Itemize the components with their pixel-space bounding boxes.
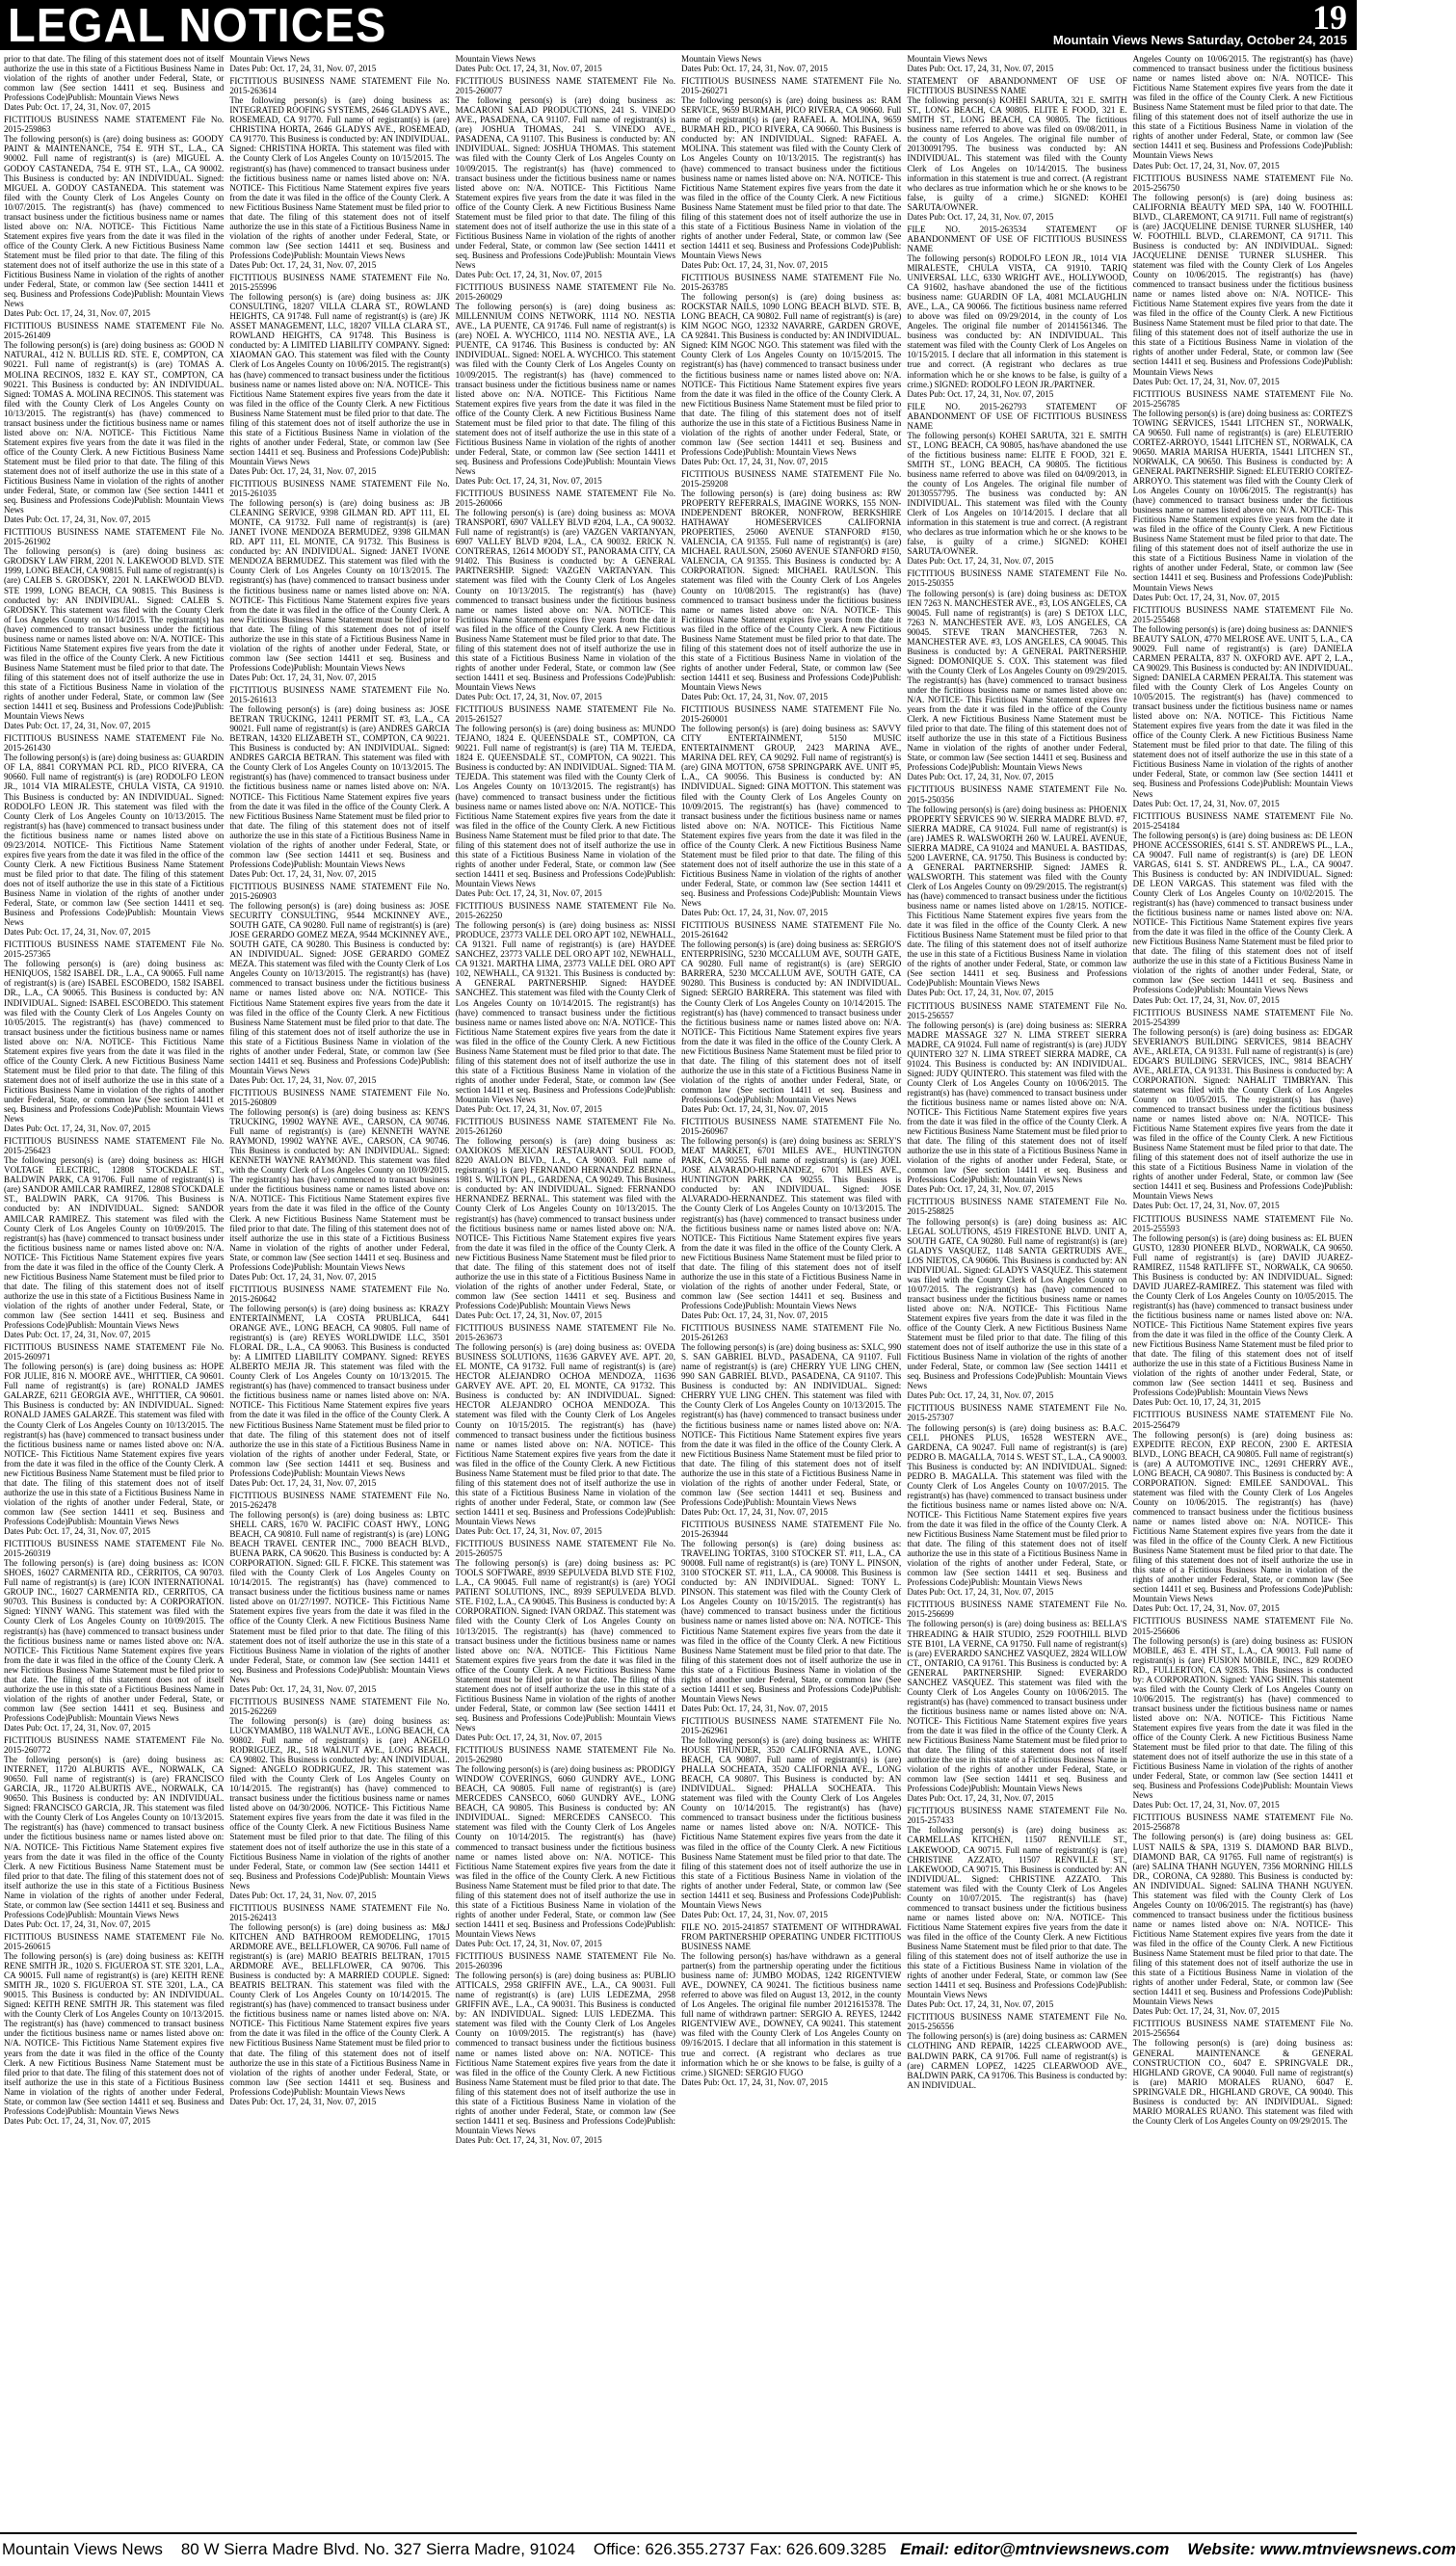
notice-body: The following person(s) is (are) doing business as: NISSI PRODUCE, 23773 VALLE DEL ORO APT 102, NEWHALL, CA 91321. Full name of registrant(s) is (are) HAYDEE SANCHEZ, 23773 VALLE DEL ORO APT 102, NEWHALL, CA 91321. MARTHA LIMA, 23773 VALLE DEL ORO APT 102, NEWHALL, CA 91321. This Business is conducted by: A GENERAL PARTNERSHIP. Signed: HAYDEE SANCHEZ. This statement was filed with the County Clerk of Los Angeles County on 10/14/2015. The registrant(s) has (have) commenced to transact business under the fictitious business name or names listed above on: N/A. NOTICE- This Fictitious Name Statement expires five years from the date it was filed in the office of the County Clerk. A new Fictitious Business Name Statement must be filed prior to that date. The filing of this statement does not of itself authorize the use in this state of a Fictitious Business Name in violation of the rights of another under Federal, State, or common law (See section 14411 et seq. Business and Professions Code)Publish: Mountain Views News [455,920,675,1104]
legal-notice [1133,605,1353,808]
notice-body: The following person(s) is (are) doing business as: SXLC, 990 S. SAN GABRIEL BLVD., PASADENA, CA 91107. Full name of registrant(s) is (are) CHERRY YUE LING CHEN, 990 SAN GABRIEL BLVD., PASADENA, CA 91107. This Business is conducted by: AN INDIVIDUAL. Signed: CHERRY YUE LING CHEN. This statement was filed with the County Clerk of Los Angeles County on 10/13/2015. The registrant(s) has (have) commenced to transact business under the fictitious business name or names listed above on: N/A. NOTICE- This Fictitious Name Statement expires five years from the date it was filed in the office of the County Clerk. A new Fictitious Business Name Statement must be filed prior to that date. The filing of this statement does not of itself authorize the use in this state of a Fictitious Business Name in violation of the rights of another under Federal, State, or common law (See section 14411 et seq. Business and Professions Code)Publish: Mountain Views News [680,1342,902,1507]
notice-publication-dates: Dates Pub: Oct. 17, 24, 31, Nov. 07, 2015 [455,1939,602,1948]
notice-body: The following person(s) is (are) doing business as: FUSION MOBILE, 463 E. 4TH ST., L.A., CA 90013. Full name of registrant(s) is (are) FUSION MOBILE, INC., 829 RODEO RD., FULLERTON, CA 92835. This Business is conducted by: A CORPORATION. Signed: YANG SHIN. This statement was filed with the County Clerk of Los Angeles County on 10/06/2015. The registrant(s) has (have) commenced to transact business under the fictitious business name or names listed above on: N/A. NOTICE- This Fictitious Name Statement expires five years from the date it was filed in the office of the County Clerk. A new Fictitious Business Name Statement must be filed prior to that date. The filing of this statement does not of itself authorize the use in this state of a Fictitious Business Name in violation of the rights of another under Federal, State, or common law (See section 14411 et seq. Business and Professions Code)Publish: Mountain Views News [1132,1635,1353,1801]
legal-notice [229,479,449,682]
notice-heading: FICTITIOUS BUSINESS NAME STATEMENT File No. 2015-260971 [4,1342,225,1362]
notice-heading: FICTITIOUS BUSINESS NAME STATEMENT File No. 2015-261430 [4,733,225,754]
legal-notice [1133,1410,1353,1613]
notice-publication-dates: Dates Pub: Oct. 17, 24, 31, Nov. 07, 2015 [455,887,602,898]
notice-heading: FICTITIOUS BUSINESS NAME STATEMENT File No. 2015-254184 [1132,810,1353,831]
notice-body: The following person(s) is (are) doing business as: RW PROPERTY REFERRALS, IMAGINE WORKS, 155 NON-INDEPENDENT BROKER, NONFROW, BERKSHIRE HATHAWAY HOMESERVICES CALIFORNIA PROPERTIES, 25060 AVENUE STANFORD #150, VALENCIA, CA 91355. Full name of registrant(s) is (are) MICHAEL RAULSON, 25060 AVENUE STANFORD #150, VALENCIA, CA 91355. This Business is conducted by: A CORPORATION. Signed: MICHAEL RAULSON. This statement was filed with the County Clerk of Los Angeles County on 10/08/2015. The registrant(s) has (have) commenced to transact business under the fictitious business name or names listed above on: N/A. NOTICE- This Fictitious Name Statement expires five years from the date it was filed in the office of the County Clerk. A new Fictitious Business Name Statement must be filed prior to that date. The filing of this statement does not of itself authorize the use in this state of a Fictitious Business Name in violation of the rights of another under Federal, State, or common law (See section 14411 et seq. Business and Professions Code)Publish: Mountain Views News [680,489,902,692]
notice-body: The following person(s) is (are) doing business as: RAM SERVICE, 9659 BURMAH, PICO RIVERA, CA 90660. Full name of registrant(s) is (are) RAFAEL A. MOLINA, 9659 BURMAH RD., PICO RIVERA, CA 90660. This Business is conducted by: AN INDIVIDUAL. Signed: RAFAEL A. MOLINA. This statement was filed with the County Clerk of Los Angeles County on 10/13/2015. The registrant(s) has (have) commenced to transact business under the fictitious business name or names listed above on: N/A. NOTICE- This Fictitious Name Statement expires five years from the date it was filed in the office of the County Clerk. A new Fictitious Business Name Statement must be filed prior to that date. The filing of this statement does not of itself authorize the use in this state of a Fictitious Business Name in violation of the rights of another under Federal, State, or common law (See section 14411 et seq. Business and Professions Code)Publish: Mountain Views News [680,95,902,260]
notice-heading: FICTITIOUS BUSINESS NAME STATEMENT File No. 2015-262413 [229,1902,450,1922]
legal-notice [681,469,901,701]
notice-heading: FICTITIOUS BUSINESS NAME STATEMENT File No. 2015-261260 [455,1117,675,1137]
notice-publication-dates: Dates Pub: Oct. 17, 24, 31, Nov. 07, 2015 [907,1793,1054,1804]
notice-publication-dates: Dates Pub: Oct. 17, 24, 31, Nov. 07, 2015 [680,456,828,466]
notice-publication-dates: Dates Pub: Oct. 17, 24, 31, Nov. 07, 2015 [4,515,150,525]
notice-body: The following person(s) is (are) doing business as: PC TOOLS SOFTWARE, 8939 SEPULVEDA BLVD STE F102, L.A., CA 90045. Full name of registrant(s) is (are) YOGI PATIENT SOLUTIONS, INC., 8939 SEPULVEDA BLVD. STE. F102, L.A., CA 90045. This Business is conducted by: A CORPORATION. Signed: IVAN ORDAZ. This statement was filed with the County Clerk of Los Angeles County on 10/13/2015. The registrant(s) has (have) commenced to transact business under the fictitious business name or names listed above on: N/A. NOTICE- This Fictitious Name Statement expires five years from the date it was filed in the office of the County Clerk. A new Fictitious Business Name Statement must be filed prior to that date. The filing of this statement does not of itself authorize the use in this state of a Fictitious Business Name in violation of the rights of another under Federal, State, or common law (See section 14411 et seq. Business and Professions Code)Publish: Mountain Views News [455,1558,675,1733]
legal-notice [4,1932,224,2126]
notice-heading: FICTITIOUS BUSINESS NAME STATEMENT File No. 2015-261613 [229,685,450,705]
notice-body: The following person(s) is (are) doing business as: HOPE FOR JULIE, 816 N. MOORE AVE., WHITTIER, CA 90601. Full name of registrant(s) is (are) RONALD JAMES GALARZE, 6211 GEORGIA AVE., WHITTIER, CA 90601. This Business is conducted by: AN INDIVIDUAL. Signed: RONALD JAMES GALARZE. This statement was filed with the County Clerk of Los Angeles County on 10/13/2015. The registrant(s) has (have) commenced to transact business under the fictitious business name or names listed above on: N/A. NOTICE- This Fictitious Name Statement expires five years from the date it was filed in the office of the County Clerk. A new Fictitious Business Name Statement must be filed prior to that date. The filing of this statement does not of itself authorize the use in this state of a Fictitious Business Name in violation of the rights of another under Federal, State, or common law (See section 14411 et seq. Business and Professions Code)Publish: Mountain Views News [4,1362,225,1526]
notice-heading: FICTITIOUS BUSINESS NAME STATEMENT File No. 2015-255468 [1132,604,1353,624]
notice-body: The following person(s) is (are) doing business as: KEITH RENE SMITH JR., 1020 S. FIGUEROA ST. STE 3201, L.A., CA 90015. Full name of registrant(s) is (are) KEITH RENE SMITH JR., 1020 S. FIGUEROA ST. STE 3201, L.A., CA 90015. This Business is conducted by: AN INDIVIDUAL. Signed: KEITH RENE SMITH JR. This statement was filed with the County Clerk of Los Angeles County on 10/13/2015. The registrant(s) has (have) commenced to transact business under the fictitious business name or names listed above on: N/A. NOTICE- This Fictitious Name Statement expires five years from the date it was filed in the office of the County Clerk. A new Fictitious Business Name Statement must be filed prior to that date. The filing of this statement does not of itself authorize the use in this state of a Fictitious Business Name in violation of the rights of another under Federal, State, or common law (See section 14411 et seq. Business and Professions Code)Publish: Mountain Views News [4,1951,225,2116]
notice-heading: FICTITIOUS BUSINESS NAME STATEMENT File No. 2015-262250 [455,901,675,921]
notice-publication-dates: Dates Pub: Oct. 17, 24, 31, Nov. 07, 2015 [4,721,150,731]
legal-notice [907,1403,1126,1597]
notice-publication-dates: Dates Pub: Oct. 10, 17, 24, 31, 2015 [1132,1397,1260,1408]
notice-body: The following person(s) is (are) doing business as: JB CLEANING SERVICE, 9398 GILMAN RD. APT 111, EL MONTE, CA 91732. Full name of registrant(s) is (are) JANET IVONE MENDOZA BERMUDEZ, 9398 GILMAN RD. APT 111, EL MONTE, CA 91732. This Business is conducted by: AN INDIVIDUAL. Signed: JANET IVONE MENDOZA BERMUDEZ. This statement was filed with the County Clerk of Los Angeles County on 10/13/2015. The registrant(s) has (have) commenced to transact business under the fictitious business name or names listed above on: N/A. NOTICE- This Fictitious Name Statement expires five years from the date it was filed in the office of the County Clerk. A new Fictitious Business Name Statement must be filed prior to that date. The filing of this statement does not of itself authorize the use in this state of a Fictitious Business Name in violation of the rights of another under Federal, State, or common law (See section 14411 et seq. Business and Professions Code)Publish: Mountain Views News [229,498,450,673]
legal-notice [681,1922,901,2087]
notice-publication-dates: Dates Pub: Oct. 17, 24, 31, Nov. 07, 2015 [680,2077,828,2087]
notice-body: The following person(s) is (are) doing business as: OAXIOKOS MEXICAN RESTAURANT SOUL FOOD, 8220 AVALON BLVD., L.A., CA 90003. Full name of registrant(s) is (are) FERNANDO HERNANDEZ BERNAL, 1981 S. WILTON PL., GARDENA, CA 90249. This Business is conducted by: AN INDIVIDUAL. Signed: FERNANDO HERNANDEZ BERNAL. This statement was filed with the County Clerk of Los Angeles County on 10/13/2015. The registrant(s) has (have) commenced to transact business under the fictitious business name or names listed above on: N/A. NOTICE- This Fictitious Name Statement expires five years from the date it was filed in the office of the County Clerk. A new Fictitious Business Name Statement must be filed prior to that date. The filing of this statement does not of itself authorize the use in this state of a Fictitious Business Name in violation of the rights of another under Federal, State, or common law (See section 14411 et seq. Business and Professions Code)Publish: Mountain Views News [455,1136,675,1310]
notice-heading: FICTITIOUS BUSINESS NAME STATEMENT File No. 2015-262478 [229,1490,450,1510]
legal-notice [1133,1616,1353,1810]
legal-notice [229,685,449,879]
notice-body: The following person(s) is (are) doing business as: AIC LEGAL SOLUTIONS, 4519 FIRESTONE BLVD. UNIT A, SOUTH GATE, CA 90280. Full name of registrant(s) is (are) GLADYS VASQUEZ, 1148 SANTA GERTRUDIS AVE., LOS NIETOS, CA 90606. This Business is conducted by: AN INDIVIDUAL. Signed: GLADYS VASQUEZ. This statement was filed with the County Clerk of Los Angeles County on 10/07/2015. The registrant(s) has (have) commenced to transact business under the fictitious business name or names listed above on: N/A. NOTICE- This Fictitious Name Statement expires five years from the date it was filed in the office of the County Clerk. A new Fictitious Business Name Statement must be filed prior to that date. The filing of this statement does not of itself authorize the use in this state of a Fictitious Business Name in violation of the rights of another under Federal, State, or common law (See section 14411 et seq. Business and Professions Code)Publish: Mountain Views News [907,1216,1127,1391]
notice-heading: FICTITIOUS BUSINESS NAME STATEMENT File No. 2015-263785 [680,273,902,293]
notice-heading: FICTITIOUS BUSINESS NAME STATEMENT File No. 2015-250355 [907,569,1127,589]
notice-body: The following person(s) is (are) doing business as: EDGAR SEVERIANO'S BUILDING SERVICES, 9814 BEACHY AVE., ARLETA, CA 91331. Full name of registrant(s) is (are) EDGAR'S BUILDING SERVICES, INC., 9814 BEACHY AVE., ARLETA, CA 91331. This Business is conducted by: A CORPORATION. Signed: NAHALIT TIMBRYAN. This statement was filed with the County Clerk of Los Angeles County on 10/05/2015. The registrant(s) has (have) commenced to transact business under the fictitious business name or names listed above on: N/A. NOTICE- This Fictitious Name Statement expires five years from the date it was filed in the office of the County Clerk. A new Fictitious Business Name Statement must be filed prior to that date. The filing of this statement does not of itself authorize the use in this state of a Fictitious Business Name in violation of the rights of another under Federal, State, or common law (See section 14411 et seq. Business and Professions Code)Publish: Mountain Views News [1132,1026,1353,1202]
legal-notice [229,882,449,1085]
notice-publication-dates: Dates Pub: Oct. 17, 24, 31, Nov. 07, 2015 [907,772,1054,782]
legal-notice [907,76,1126,222]
notice-body: Mountain Views News [680,54,762,64]
notice-body: The following person(s) is (are) doing business as: CARMEN CLOTHING AND REPAIR, 14225 CLEARWOOD AVE., BALDWIN PARK, CA 91706. Full name of registrant(s) is (are) CARMEN LOPEZ, 14225 CLEARWOOD AVE., BALDWIN PARK, CA 91706. This Business is conducted by: AN INDIVIDUAL. [907,2031,1127,2090]
legal-notice [456,489,675,701]
notice-publication-dates: Dates Pub: Oct. 17, 24, 31, Nov. 07, 2015 [907,1390,1054,1401]
notice-publication-dates: Dates Pub: Oct. 17, 24, 31, Nov. 07, 2015 [907,211,1054,222]
notice-body: The following person(s) is (are) doing business as: KEN'S TRUCKING, 19902 WAYNE AVE., CARSON, CA 90746. Full name of registrant(s) is (are) KENNETH WAYNE RAYMOND, 19902 WAYNE AVE., CARSON, CA 90746. This Business is conducted by: AN INDIVIDUAL. Signed: KENNETH WAYNE RAYMOND. This statement was filed with the County Clerk of Los Angeles County on 10/09/2015. The registrant(s) has (have) commenced to transact business under the fictitious business name or names listed above on: N/A. NOTICE- This Fictitious Name Statement expires five years from the date it was filed in the office of the County Clerk. A new Fictitious Business Name Statement must be filed prior to that date. The filing of this statement does not of itself authorize the use in this state of a Fictitious Business Name in violation of the rights of another under Federal, State, or common law (See section 14411 et seq. Business and Professions Code)Publish: Mountain Views News [229,1107,450,1272]
notice-publication-dates: Dates Pub: Oct. 17, 24, 31, Nov. 07, 2015 [907,388,1054,399]
notice-body: The following person(s) is (are) doing business as: CARMELLAS KITCHEN, 11507 RENVILLE ST., LAKEWOOD, CA 90715. Full name of registrant(s) is (are) CHRISTINE AZZATO, 11507 RENVILLE ST., LAKEWOOD, CA 90715. This Business is conducted by: AN INDIVIDUAL. Signed: CHRISTINE AZZATO. This statement was filed with the County Clerk of Los Angeles County on 10/07/2015. The registrant(s) has (have) commenced to transact business under the fictitious business name or names listed above on: N/A. NOTICE- This Fictitious Name Statement expires five years from the date it was filed in the office of the County Clerk. A new Fictitious Business Name Statement must be filed prior to that date. The filing of this statement does not of itself authorize the use in this state of a Fictitious Business Name in violation of the rights of another under Federal, State, or common law (See section 14411 et seq. Business and Professions Code)Publish: Mountain Views News [907,1825,1127,2000]
notice-body: The following person(s) is (are) doing business as: WHITE HOUSE THUNDER, 3520 CALIFORNIA AVE., LONG BEACH, CA 90807. Full name of registrant(s) is (are) PHALLA SOCHEATA, 3520 CALIFORNIA AVE., LONG BEACH, CA 90807. This Business is conducted by: AN INDIVIDUAL. Signed: PHALLA SOCHEATA. This statement was filed with the County Clerk of Los Angeles County on 10/14/2015. The registrant(s) has (have) commenced to transact business under the fictitious business name or names listed above on: N/A. NOTICE- This Fictitious Name Statement expires five years from the date it was filed in the office of the County Clerk. A new Fictitious Business Name Statement must be filed prior to that date. The filing of this statement does not of itself authorize the use in this state of a Fictitious Business Name in violation of the rights of another under Federal, State, or common law (See section 14411 et seq. Business and Professions Code)Publish: Mountain Views News [680,1735,902,1910]
notice-body: The following person(s) has/have withdrawn as a general partner(s) from the partnership operating under the fictitious business name of: JUMBO MODAS, 1242 RIGENTVIEW AVE., DOWNEY, CA 90241. The fictitious business name referred to above was filed on August 13, 2012, in the county of Los Angeles. The original file number 20121615378. The full name of withdrawn partner: SERGIO A. REYES, 12442 RIGENTVIEW AVE., DOWNEY, CA 90241. This statement was filed with the County Clerk of Los Angeles County on 09/16/2015. I declare that all information in this statement is true and correct. (A registrant who declares as true information which he or she knows to be false, is guilty of a crime.) SIGNED: SERGIO FUGO [680,1951,902,2077]
notice-heading: FICTITIOUS BUSINESS NAME STATEMENT File No. 2015-256556 [907,2012,1127,2032]
legal-notice [456,704,675,898]
notice-publication-dates: Dates Pub: Oct. 17, 24, 31, Nov. 07, 2015 [229,1271,377,1282]
notice-body: The following person(s) is (are) doing business as: DANNIE'S BEAUTY SALON, 4770 MELROSE AVE. UNIT 5, L.A., CA 90029. Full name of registrant(s) is (are) DANIELA CARMEN PERALTA, 837 N. OXFORD AVE. APT 2, L.A., CA 90029. This Business is conducted by: AN INDIVIDUAL. Signed: DANIELA CARMEN PERALTA. This statement was filed with the County Clerk of Los Angeles County on 10/05/2015. The registrant(s) has (have) commenced to transact business under the fictitious business name or names listed above on: N/A. NOTICE- This Fictitious Name Statement expires five years from the date it was filed in the office of the County Clerk. A new Fictitious Business Name Statement must be filed prior to that date. The filing of this statement does not of itself authorize the use in this state of a Fictitious Business Name in violation of the rights of another under Federal, State, or common law (See section 14411 et seq. Business and Professions Code)Publish: Mountain Views News [1132,623,1353,799]
notice-heading: FICTITIOUS BUSINESS NAME STATEMENT File No. 2015-250356 [907,784,1127,805]
notice-publication-dates: Dates Pub: Oct. 17, 24, 31, Nov. 07, 2015 [680,1310,828,1320]
notice-publication-dates: Dates Pub: Oct. 17, 24, 31, Nov. 07, 2015 [907,556,1054,567]
legal-notice [1133,389,1353,602]
legal-notice [456,1117,675,1320]
notice-publication-dates: Dates Pub: Oct. 17, 24, 31, Nov. 07, 2015 [4,308,150,319]
notice-body: The following person(s) RODOLFO LEON JR., 1014 VIA MIRALESTE, CHULA VISTA, CA 91910. TARIQ UNIVERSAL LLC, 6330 WRIGHT AVE., HOLLYWOOD, CA 91602, has/have abandoned the use of the fictitious business name: GUARDIN OF LA, 4081 MCLAUGHLIN AVE., L.A., CA 90066. The fictitious business name referred to above was filed on 09/29/2014, in the county of Los Angeles. The original file number of 20141561346. The business was conducted by: AN INDIVIDUAL. This statement was filed with the County Clerk of Los Angeles on 10/15/2015. I declare that all information in this statement is true and correct. (A registrant who declares as true information which he or she knows to be false, is guilty of a crime.) SIGNED: RODOLFO LEON JR./PARTNER. [907,252,1127,389]
notice-heading: FICTITIOUS BUSINESS NAME STATEMENT File No. 2015-262269 [229,1696,450,1716]
notice-heading: FICTITIOUS BUSINESS NAME STATEMENT File No. 2015-260029 [455,282,675,303]
notice-columns [4,54,1353,2528]
notice-heading: FICTITIOUS BUSINESS NAME STATEMENT File No. 2015-260319 [4,1539,225,1559]
legal-notice [1133,1812,1353,2016]
notice-publication-dates: Dates Pub: Oct. 17, 24, 31, Nov. 07, 2015 [455,1310,602,1320]
notice-heading: FICTITIOUS BUSINESS NAME STATEMENT File No. 2015-263673 [455,1323,675,1343]
notice-publication-dates: Dates Pub: Oct. 17, 24, 31, Nov. 07, 2015 [229,868,377,879]
notice-publication-dates: Dates Pub: Oct. 17, 24, 31, Nov. 07, 2015 [455,1526,602,1537]
notice-body: prior to that date. The filing of this statement does not of itself authorize the use in this state of a Fictitious Business Name in violation of the rights of another under Federal, State, or common law (See section 14411 et seq. Business and Professions Code)Publish: Mountain Views News [4,54,225,103]
notice-heading: FICTITIOUS BUSINESS NAME STATEMENT File No. 2015-260615 [4,1931,225,1951]
notice-heading: FICTITIOUS BUSINESS NAME STATEMENT File No. 2015-260001 [680,704,902,725]
notice-publication-dates: Dates Pub: Oct. 17, 24, 31, Nov. 07, 2015 [680,1104,828,1115]
legal-notice [681,1520,901,1713]
legal-notice [681,54,901,73]
footer-website: Website: www.mtnviewsnews.com [1187,2540,1456,2558]
masthead [0,0,1357,50]
notice-body: Mountain Views News [907,54,988,64]
notice-publication-dates: Dates Pub: Oct. 17, 24, 31, Nov. 07, 2015 [4,927,150,938]
notice-publication-dates: Dates Pub: Oct. 17, 24, 31, Nov. 07, 2015 [455,64,602,74]
notice-body: The following person(s) is (are) doing business as: LBTC SHELL CARS, 1670 W. PACIFIC COAST HWY., LONG BEACH, CA 90810. Full name of registrant(s) is (are) LONG BEACH TRAVEL CENTER INC., 7000 BEACH BLVD., BUENA PARK, CA 90620. This Business is conducted by: A CORPORATION. Signed: GIL F. FICKE. This statement was filed with the County Clerk of Los Angeles County on 10/14/2015. The registrant(s) has (have) commenced to transact business under the fictitious business name or names listed above on 01/27/1997. NOTICE- This Fictitious Name Statement expires five years from the date it was filed in the office of the County Clerk. A new Fictitious Business Name Statement must be filed prior to that date. The filing of this statement does not of itself authorize the use in this state of a Fictitious Business Name in violation of the rights of another under Federal, State, or common law (See section 14411 et seq. Business and Professions Code)Publish: Mountain Views News [229,1509,450,1684]
notice-heading: FICTITIOUS BUSINESS NAME STATEMENT File No. 2015-261263 [680,1323,902,1343]
legal-notice [4,54,224,112]
notice-publication-dates: Dates Pub: Oct. 17, 24, 31, Nov. 07, 2015 [455,270,602,280]
page-footer [0,2532,1456,2566]
legal-notice [4,1539,224,1733]
legal-notice [681,704,901,917]
notice-heading: FICTITIOUS BUSINESS NAME STATEMENT File No. 2015-256785 [1132,388,1353,409]
column-1 [4,54,224,2528]
notice-body: The following person(s) is (are) doing business as: MILLENNIUM COINS NETWORK, 1114 NO. NESTIA AVE., LA PUENTE, CA 91746. Full name of registrant(s) is (are) NOEL A. WYCHICO, 1114 NO. NESTIA AVE., LA PUENTE, CA 91746. This Business is conducted by: AN INDIVIDUAL. Signed: NOEL A. WYCHICO. This statement was filed with the County Clerk of Los Angeles County on 10/09/2015. The registrant(s) has (have) commenced to transact business under the fictitious business name or names listed above on: N/A. NOTICE- This Fictitious Name Statement expires five years from the date it was filed in the office of the County Clerk. A new Fictitious Business Name Statement must be filed prior to that date. The filing of this statement does not of itself authorize the use in this state of a Fictitious Business Name in violation of the rights of another under Federal, State, or common law (See section 14411 et seq. Business and Professions Code)Publish: Mountain Views News [455,302,675,476]
notice-body: The following person(s) KOHEI SARUTA, 321 E. SMITH ST., LONG BEACH, CA 90805, has/have abandoned the use of the fictitious business name: ELITE E FOOD, 321 E. SMITH ST., LONG BEACH, CA 90805. The fictitious business name referred to above was filed on 04/09/2013, in the county of Los Angeles. The original file number of 20130557795. The business was conducted by: AN INDIVIDUAL. This statement was filed with the County Clerk of Los Angeles on 10/14/2015. I declare that all information in this statement is true and correct. (A registrant who declares as true information which he or she knows to be false, is guilty of a crime.) SIGNED: KOHEI SARUTA/OWNER. [907,430,1127,557]
notice-publication-dates: Dates Pub: Oct. 17, 24, 31, Nov. 07, 2015 [680,908,828,918]
notice-publication-dates: Dates Pub: Oct. 17, 24, 31, Nov. 07, 2015 [1132,994,1280,1005]
legal-notice [456,54,675,73]
notice-publication-dates: Dates Pub: Oct. 17, 24, 31, Nov. 07, 2015 [455,1104,602,1115]
notice-body: The following person(s) is (are) doing business as: M&J KITCHEN AND BATHROOM REMODELING, 17015 ARDMORE AVE., BELLFLOWER, CA 90706. Full name of registrant(s) is (are) MARIO BEATRIS BELTRAN, 17015 ARDMORE AVE., BELLFLOWER, CA 90706. This Business is conducted by: A MARRIED COUPLE. Signed: BEATRIS BELTRAN. This statement was filed with the County Clerk of Los Angeles County on 10/14/2015. The registrant(s) has (have) commenced to transact business under the fictitious business name or names listed above on: N/A. NOTICE- This Fictitious Name Statement expires five years from the date it was filed in the office of the County Clerk. A new Fictitious Business Name Statement must be filed prior to that date. The filing of this statement does not of itself authorize the use in this state of a Fictitious Business Name in violation of the rights of another under Federal, State, or common law (See section 14411 et seq. Business and Professions Code)Publish: Mountain Views News [229,1921,450,2097]
notice-heading: STATEMENT OF ABANDONMENT OF USE OF FICTITIOUS BUSINESS NAME [907,76,1127,96]
notice-body: Mountain Views News [455,54,536,64]
notice-publication-dates: Dates Pub: Oct. 17, 24, 31, Nov. 07, 2015 [907,988,1054,998]
notice-publication-dates: Dates Pub: Oct. 17, 24, 31, Nov. 07, 2015 [1132,376,1280,386]
legal-notice [4,939,224,1133]
notice-body: The following person(s) is (are) doing business as: DE LEON PHONE ACCESSORIES, 6141 S. ST. ANDREWS PL., L.A., CA 90047. Full name of registrant(s) is (are) DE LEON VARGAS, 6141 S. ST. ANDREWS PL., L.A., CA 90047. This Business is conducted by: AN INDIVIDUAL. Signed: DE LEON VARGAS. This statement was filed with the County Clerk of Los Angeles County on 10/02/2015. The registrant(s) has (have) commenced to transact business under the fictitious business name or names listed above on: N/A. NOTICE- This Fictitious Name Statement expires five years from the date it was filed in the office of the County Clerk. A new Fictitious Business Name Statement must be filed prior to that date. The filing of this statement does not of itself authorize the use in this state of a Fictitious Business Name in violation of the rights of another under Federal, State, or common law (See section 14411 et seq. Business and Professions Code)Publish: Mountain Views News [1132,830,1353,995]
notice-body: The following person(s) is (are) doing business as: OVEDA BUSINESS SOLUTIONS, 11636 GARVEY AVE. APT. 20, EL MONTE, CA 91732. Full name of registrant(s) is (are) HECTOR ALEJANDRO OCHOA MENDOZA, 11636 GARVEY AVE. APT. 20, EL MONTE, CA 91732. This Business is conducted by: AN INDIVIDUAL. Signed: HECTOR ALEJANDRO OCHOA MENDOZA. This statement was filed with the County Clerk of Los Angeles County on 10/15/2015. The registrant(s) has (have) commenced to transact business under the fictitious business name or names listed above on: N/A. NOTICE- This Fictitious Name Statement expires five years from the date it was filed in the office of the County Clerk. A new Fictitious Business Name Statement must be filed prior to that date. The filing of this statement does not of itself authorize the use in this state of a Fictitious Business Name in violation of the rights of another under Federal, State, or common law (See section 14411 et seq. Business and Professions Code)Publish: Mountain Views News [455,1342,675,1526]
legal-notice [456,1323,675,1536]
notice-publication-dates: Dates Pub: Oct. 17, 24, 31, Nov. 07, 2015 [1132,798,1280,808]
footer-address: 80 W Sierra Madre Blvd. No. 327 Sierra Madre, 91024 [180,2540,575,2558]
notice-publication-dates: Dates Pub: Oct. 17, 24, 31, Nov. 07, 2015 [1132,1603,1280,1614]
notice-publication-dates: Dates Pub: Oct. 17, 24, 31, Nov. 07, 2015 [229,259,377,270]
legal-notice [1133,1214,1353,1408]
notice-body: The following person(s) is (are) doing business as: TRAVELING TORTAS, 3100 STOCKER ST. #11, L.A., CA 90008. Full name of registrant(s) is (are) TONY L. PINSON, 3100 STOCKER ST. #11, L.A., CA 90008. This Business is conducted by: AN INDIVIDUAL. Signed: TONY L. PINSON. This statement was filed with the County Clerk of Los Angeles County on 10/15/2015. The registrant(s) has (have) commenced to transact business under the fictitious business name or names listed above on: N/A. NOTICE- This Fictitious Name Statement expires five years from the date it was filed in the office of the County Clerk. A new Fictitious Business Name Statement must be filed prior to that date. The filing of this statement does not of itself authorize the use in this state of a Fictitious Business Name in violation of the rights of another under Federal, State, or common law (See section 14411 et seq. Business and Professions Code)Publish: Mountain Views News [680,1539,902,1704]
notice-heading: FICTITIOUS BUSINESS NAME STATEMENT File No. 2015-260396 [455,1951,675,1971]
legal-notice [4,1136,224,1339]
legal-notice [456,1951,675,2145]
notice-heading: FICTITIOUS BUSINESS NAME STATEMENT File No. 2015-255996 [229,273,450,293]
notice-body: The following person(s) is (are) doing business as: GOODY PAINT & MAINTENANCE, 754 E. 9TH ST., L.A., CA 90002. Full name of registrant(s) is (are) MIGUEL A. GODOY CASTANEDA, 754 E. 9TH ST., L.A., CA 90002. This Business is conducted by: AN INDIVIDUAL. Signed: MIGUEL A. GODOY CASTANEDA. This statement was filed with the County Clerk of Los Angeles County on 10/07/2015. The registrant(s) has (have) commenced to transact business under the fictitious business name or names listed above on: N/A. NOTICE- This Fictitious Name Statement expires five years from the date it was filed in the office of the County Clerk. A new Fictitious Business Name Statement must be filed prior to that date. The filing of this statement does not of itself authorize the use in this state of a Fictitious Business Name in violation of the rights of another under Federal, State, or common law (See section 14411 et seq. Business and Professions Code)Publish: Mountain Views News [4,134,225,309]
notice-body: The following person(s) is (are) doing business as: GUARDIN OF LA, 8841 CORYMAN PCL RD., PICO RIVERA, CA 90660. Full name of registrant(s) is (are) RODOLFO LEON JR., 1014 VIA MIRALESTE, CHULA VISTA, CA 91910. This Business is conducted by: AN INDIVIDUAL. Signed: RODOLFO LEON JR. This statement was filed with the County Clerk of Los Angeles County on 10/13/2015. The registrant(s) has (have) commenced to transact business under the fictitious business name or names listed above on 09/23/2014. NOTICE- This Fictitious Name Statement expires five years from the date it was filed in the office of the County Clerk. A new Fictitious Business Name Statement must be filed prior to that date. The filing of this statement does not of itself authorize the use in this state of a Fictitious Business Name in violation of the rights of another under Federal, State, or common law (See section 14411 et seq. Business and Professions Code)Publish: Mountain Views News [4,753,225,928]
notice-publication-dates: Dates Pub: Oct. 17, 24, 31, Nov. 07, 2015 [680,1703,828,1713]
notice-body: The following person(s) is (are) doing business as: BELLA'S THREADING & HAIR STUDIO, 2529 FOOTHILL BLVD STE B101, LA VERNE, CA 91750. Full name of registrant(s) is (are) EVERARDO SANCHEZ VASQUEZ, 2824 WILLOW CT., ONTARIO, CA 91761. This Business is conducted by: A GENERAL PARTNERSHIP. Signed: EVERARDO SANCHEZ VASQUEZ. This statement was filed with the County Clerk of Los Angeles County on 10/06/2015. The registrant(s) has (have) commenced to transact business under the fictitious business name or names listed above on: N/A. NOTICE- This Fictitious Name Statement expires five years from the date it was filed in the office of the County Clerk. A new Fictitious Business Name Statement must be filed prior to that date. The filing of this statement does not of itself authorize the use in this state of a Fictitious Business Name in violation of the rights of another under Federal, State, or common law (See section 14411 et seq. Business and Professions Code)Publish: Mountain Views News [907,1619,1127,1794]
notice-heading: FICTITIOUS BUSINESS NAME STATEMENT File No. 2015-261527 [455,704,675,725]
legal-notice [1133,173,1353,386]
notice-publication-dates: Dates Pub: Oct. 17, 24, 31, Nov. 07, 2015 [680,692,828,702]
notice-body: Angeles County on 10/06/2015. The registrant(s) has (have) commenced to transact business under the fictitious business name or names listed above on: N/A. NOTICE- This Fictitious Name Statement expires five years from the date it was filed in the office of the County Clerk. A new Fictitious Business Name Statement must be filed prior to that date. The filing of this statement does not of itself authorize the use in this state of a Fictitious Business Name in violation of the rights of another under Federal, State, or common law (See section 14411 et seq. Business and Professions Code)Publish: Mountain Views News [1132,54,1353,161]
notice-heading: FICTITIOUS BUSINESS NAME STATEMENT File No. 2015-260066 [455,489,675,509]
notice-heading: FICTITIOUS BUSINESS NAME STATEMENT File No. 2015-260809 [229,1087,450,1107]
notice-publication-dates: Dates Pub: Oct. 17, 24, 31, Nov. 07, 2015 [680,64,828,74]
notice-publication-dates: Dates Pub: Oct. 17, 24, 31, Nov. 07, 2015 [907,1587,1054,1598]
notice-body: The following person(s) is (are) doing business as: JOSE SECURITY CONSULTING, 9544 MCKINNEY AVE., SOUTH GATE, CA 90280. Full name of registrant(s) is (are) JOSE GERARDO GOMEZ MEZA, 9544 MCKINNEY AVE., SOUTH GATE, CA 90280. This Business is conducted by: AN INDIVIDUAL. Signed: JOSE GERARDO GOMEZ MEZA. This statement was filed with the County Clerk of Los Angeles County on 10/13/2015. The registrant(s) has (have) commenced to transact business under the fictitious business name or names listed above on: N/A. NOTICE- This Fictitious Name Statement expires five years from the date it was filed in the office of the County Clerk. A new Fictitious Business Name Statement must be filed prior to that date. The filing of this statement does not of itself authorize the use in this state of a Fictitious Business Name in violation of the rights of another under Federal, State, or common law (See section 14411 et seq. Business and Professions Code)Publish: Mountain Views News [229,901,450,1075]
column-6 [1133,54,1353,2528]
notice-heading: FICTITIOUS BUSINESS NAME STATEMENT File No. 2015-263944 [680,1519,902,1540]
notice-publication-dates: Dates Pub: Oct. 17, 24, 31, Nov. 07, 2015 [907,1999,1054,2010]
notice-heading: FICTITIOUS BUSINESS NAME STATEMENT File No. 2015-256479 [1132,1410,1353,1430]
notice-heading: FICTITIOUS BUSINESS NAME STATEMENT File No. 2015-257433 [907,1806,1127,1826]
notice-publication-dates: Dates Pub: Oct. 17, 24, 31, Nov. 07, 2015 [680,1909,828,1919]
notice-body: The following person(s) is (are) doing business as: CALIFORNIA BEAUTY MED SPA, 140 W. FOOTHILL BLVD., CLAREMONT, CA 91711. Full name of registrant(s) is (are) JACQUELINE DENISE TURNER SLUSHER, 140 W. FOOTHILL BLVD., CLAREMONT, CA 91711. This Business is conducted by: AN INDIVIDUAL. Signed: JACQUELINE DENISE TURNER SLUSHER. This statement was filed with the County Clerk of Los Angeles County on 10/06/2015. The registrant(s) has (have) commenced to transact business under the fictitious business name or names listed above on: N/A. NOTICE- This Fictitious Name Statement expires five years from the date it was filed in the office of the County Clerk. A new Fictitious Business Name Statement must be filed prior to that date. The filing of this statement does not of itself authorize the use in this state of a Fictitious Business Name in violation of the rights of another under Federal, State, or common law (See section 14411 et seq. Business and Professions Code)Publish: Mountain Views News [1132,192,1353,377]
legal-notice [456,901,675,1114]
notice-body: The following person(s) is (are) doing business as: KRAZY ENTERTAINMENT, LA COSTA PRUBLICA, 6441 ORANGE AVE., LONG BEACH, CA 90805. Full name of registrant(s) is (are) REYES WORLDWIDE LLC, 3501 FLORAL DR., L.A., CA 90063. This Business is conducted by: A LIMITED LIABILITY COMPANY. Signed: REYES ALBERTO MEJIA JR. This statement was filed with the County Clerk of Los Angeles County on 10/13/2015. The registrant(s) has (have) commenced to transact business under the fictitious business name or names listed above on: N/A. NOTICE- This Fictitious Name Statement expires five years from the date it was filed in the office of the County Clerk. A new Fictitious Business Name Statement must be filed prior to that date. The filing of this statement does not of itself authorize the use in this state of a Fictitious Business Name in violation of the rights of another under Federal, State, or common law (See section 14411 et seq. Business and Professions Code)Publish: Mountain Views News [229,1303,450,1478]
legal-notice [681,920,901,1114]
notice-body: The following person(s) is (are) doing business as: HIGH VOLTAGE ELECTRIC, 12808 STOCKDALE ST., BALDWIN PARK, CA 91706. Full name of registrant(s) is (are) SANDOR AMILCAR RAMIREZ, 12808 STOCKDALE ST., BALDWIN PARK, CA 91706. This Business is conducted by: AN INDIVIDUAL. Signed: SANDOR AMILCAR RAMIREZ. This statement was filed with the County Clerk of Los Angeles County on 10/09/2015. The registrant(s) has (have) commenced to transact business under the fictitious business name or names listed above on: N/A. NOTICE- This Fictitious Name Statement expires five years from the date it was filed in the office of the County Clerk. A new Fictitious Business Name Statement must be filed prior to that date. The filing of this statement does not of itself authorize the use in this state of a Fictitious Business Name in violation of the rights of another under Federal, State, or common law (See section 14411 et seq. Business and Professions Code)Publish: Mountain Views News [4,1155,225,1331]
notice-heading: FICTITIOUS BUSINESS NAME STATEMENT File No. 2015-260903 [229,881,450,901]
notice-body: The following person(s) is (are) doing business as: JJK CONSULTING, 18207 VILLA CLARA ST., ROWLAND HEIGHTS, CA 91748. Full name of registrant(s) is (are) JK ASSET MANAGEMENT, LLC, 18207 VILLA CLARA ST., ROWLAND HEIGHTS, CA 91748. This Business is conducted by: A LIMITED LIABILITY COMPANY. Signed: XIAOMAN GAO. This statement was filed with the County Clerk of Los Angeles County on 10/06/2015. The registrant(s) has (have) commenced to transact business under the fictitious business name or names listed above on: N/A. NOTICE- This Fictitious Name Statement expires five years from the date it was filed in the office of the County Clerk. A new Fictitious Business Name Statement must be filed prior to that date. The filing of this statement does not of itself authorize the use in this state of a Fictitious Business Name in violation of the rights of another under Federal, State, or common law (See section 14411 et seq. Business and Professions Code)Publish: Mountain Views News [229,292,450,466]
notice-heading: FICTITIOUS BUSINESS NAME STATEMENT File No. 2015-260271 [680,76,902,96]
notice-publication-dates: Dates Pub: Oct. 17, 24, 31, Nov. 07, 2015 [455,1733,602,1743]
notice-body: The following person(s) is (are) doing business as: PHOENIX PROPERTY SERVICES 90 W. SIERRA MADRE BLVD. #7, SIERRA MADRE, CA 91024. Full name of registrant(s) is (are) JAMES R. WALSWORTH 260 W. LAUREL AVENUE, SIERRA MADRE, CA 91024 and MANUEL A. BASTIDAS, 5200 LAVERNE, CA. 91750. This Business is conducted by: A GENERAL PARTNERSHIP. Signed: JAMES R. WALSWORTH. This statement was filed with the County Clerk of Los Angeles County on 09/29/2015. The registrant(s) has (have) commenced to transact business under the fictitious business name or names listed above on 1/28/15. NOTICE- This Fictitious Name Statement expires five years from the date it was filed in the office of the County Clerk. A new Fictitious Business Name Statement must be filed prior to that date. The filing of this statement does not of itself authorize the use in this state of a Fictitious Business Name in violation of the rights of another under Federal, State, or common law (See section 14411 et seq. Business and Professions Code)Publish: Mountain Views News [907,804,1127,989]
notice-heading: FICTITIOUS BUSINESS NAME STATEMENT File No. 2015-260642 [229,1283,450,1304]
notice-publication-dates: Dates Pub: Oct. 17, 24, 31, Nov. 07, 2015 [229,1477,377,1488]
legal-notice [907,1197,1126,1400]
legal-notice [4,527,224,730]
legal-notice [907,1600,1126,1803]
notice-publication-dates: Dates Pub: Oct. 17, 24, 31, Nov. 07, 2015 [229,2096,377,2106]
notice-publication-dates: Dates Pub: Oct. 17, 24, 31, Nov. 07, 2015 [229,672,377,682]
notice-body: The following person(s) is (are) doing business as: SERLY'S MEAT MARKET, 6701 MILES AVE., HUNTINGTON PARK, CA 90255. Full name of registrant(s) is (are) JOEL JOSE ALVARADO-HERNANDEZ, 6701 MILES AVE., HUNTINGTON PARK, CA 90255. This Business is conducted by: AN INDIVIDUAL. Signed: JOSE ALVARADO-HERNANDEZ. This statement was filed with the County Clerk of Los Angeles County on 10/13/2015. The registrant(s) has (have) commenced to transact business under the fictitious business name or names listed above on: N/A. NOTICE- This Fictitious Name Statement expires five years from the date it was filed in the office of the County Clerk. A new Fictitious Business Name Statement must be filed prior to that date. The filing of this statement does not of itself authorize the use in this state of a Fictitious Business Name in violation of the rights of another under Federal, State, or common law (See section 14411 et seq. Business and Professions Code)Publish: Mountain Views News [680,1136,902,1310]
notice-publication-dates: Dates Pub: Oct. 17, 24, 31, Nov. 07, 2015 [1132,2006,1280,2017]
notice-publication-dates: Dates Pub: Oct. 17, 24, 31, Nov. 07, 2015 [229,64,377,74]
notice-publication-dates: Dates Pub: Oct. 17, 24, 31, Nov. 07, 2015 [4,2115,150,2126]
notice-body: The following person(s) is (are) doing business as: INTEGRATED ROOFING SYSTEMS, 2646 GLADYS AVE., ROSEMEAD, CA 91770. Full name of registrant(s) is (are) CHRISTINA HORTA, 2646 GLADYS AVE., ROSEMEAD, CA 91770. This Business is conducted by: AN INDIVIDUAL. Signed: CHRISTINA HORTA. This statement was filed with the County Clerk of Los Angeles County on 10/15/2015. The registrant(s) has (have) commenced to transact business under the fictitious business name or names listed above on: N/A. NOTICE- This Fictitious Name Statement expires five years from the date it was filed in the office of the County Clerk. A new Fictitious Business Name Statement must be filed prior to that date. The filing of this statement does not of itself authorize the use in this state of a Fictitious Business Name in violation of the rights of another under Federal, State, or common law (See section 14411 et seq. Business and Professions Code)Publish: Mountain Views News [229,95,450,260]
notice-body: The following person(s) is (are) doing business as: CORTEZ'S TOWING SERVICES, 15441 LITCHEN ST., NORWALK, CA 90650. Full name of registrant(s) is (are) ELEUTERIO CORTEZ-ARROYO, 15441 LITCHEN ST., NORWALK, CA 90650. MARIA MARISA HUERTA, 15441 LITCHEN ST., NORWALK, CA 90650. This Business is conducted by: A GENERAL PARTNERSHIP. Signed: ELEUTERIO CORTEZ-ARROYO. This statement was filed with the County Clerk of Los Angeles County on 10/06/2015. The registrant(s) has (have) commenced to transact business under the fictitious business name or names listed above on: N/A. NOTICE- This Fictitious Name Statement expires five years from the date it was filed in the office of the County Clerk. A new Fictitious Business Name Statement must be filed prior to that date. The filing of this statement does not of itself authorize the use in this state of a Fictitious Business Name in violation of the rights of another under Federal, State, or common law (See section 14411 et seq. Business and Professions Code)Publish: Mountain Views News [1132,408,1353,593]
notice-body: The following person(s) is (are) doing business as: MACARONI SALAD PRODUCTIONS, 241 S. VINEDO AVE., PASADENA, CA 91107. Full name of registrant(s) is (are) JOSHUA THOMAS, 241 S. VINEDO AVE., PASADENA, CA 91107. This Business is conducted by: AN INDIVIDUAL. Signed: JOSHUA THOMAS. This statement was filed with the County Clerk of Los Angeles County on 10/09/2015. The registrant(s) has (have) commenced to transact business under the fictitious business name or names listed above on: N/A. NOTICE- This Fictitious Name Statement expires five years from the date it was filed in the office of the County Clerk. A new Fictitious Business Name Statement must be filed prior to that date. The filing of this statement does not of itself authorize the use in this state of a Fictitious Business Name in violation of the rights of another under Federal, State, or common law (See section 14411 et seq. Business and Professions Code)Publish: Mountain Views News [455,95,675,270]
notice-heading: FICTITIOUS BUSINESS NAME STATEMENT File No. 2015-261035 [229,479,450,499]
legal-notice [1133,2019,1353,2126]
notice-body: The following person(s) is (are) doing business as: MUNDO TEJANO, 1824 E. QUEENSDALE ST., COMPTON, CA 90221. Full name of registrant(s) is (are) TIA M. TEJEDA, 1824 E. QUEENSDALE ST., COMPTON, CA 90221. This Business is conducted by: AN INDIVIDUAL. Signed: TIA M. TEJEDA. This statement was filed with the County Clerk of Los Angeles County on 10/13/2015. The registrant(s) has (have) commenced to transact business under the fictitious business name or names listed above on: N/A. NOTICE- This Fictitious Name Statement expires five years from the date it was filed in the office of the County Clerk. A new Fictitious Business Name Statement must be filed prior to that date. The filing of this statement does not of itself authorize the use in this state of a Fictitious Business Name in violation of the rights of another under Federal, State, or common law (See section 14411 et seq. Business and Professions Code)Publish: Mountain Views News [455,724,675,888]
notice-heading: FICTITIOUS BUSINESS NAME STATEMENT File No. 2015-262961 [680,1715,902,1735]
notice-heading: FICTITIOUS BUSINESS NAME STATEMENT File No. 2015-256606 [1132,1616,1353,1636]
legal-notice [229,54,449,73]
notice-publication-dates: Dates Pub: Oct. 17, 24, 31, Nov. 07, 2015 [229,465,377,476]
notice-publication-dates: Dates Pub: Oct. 17, 24, 31, Nov. 07, 2015 [4,1918,150,1929]
notice-heading: FICTITIOUS BUSINESS NAME STATEMENT File No. 2015-256557 [907,1000,1127,1020]
notice-publication-dates: Dates Pub: Oct. 17, 24, 31, Nov. 07, 2015 [229,1074,377,1085]
notice-body: The following person(s) is (are) doing business as: GENERAL MAINTENANCE & GENERAL CONSTRUCTION CO., 6047 E. SPRINGVALE DR., HIGHLAND GROVE, CA 90040. Full name of registrant(s) is (are) MARIO MORALES RUANO, 6047 E. SPRINGVALE DR., HIGHLAND GROVE, CA 90040. This Business is conducted by: AN INDIVIDUAL. Signed: MARIO MORALES RUANO. This statement was filed with the County Clerk of Los Angeles County on 09/29/2015. The [1132,2038,1353,2126]
legal-notice [681,76,901,270]
legal-notice [229,1697,449,1900]
notice-body: The following person(s) is (are) doing business as: DETOX IEN 7263 N. MANCHESTER AVE., #3, LOS ANGELES, CA 90045. Full name of registrant(s) is (are) S DETOX LLC, 7263 N. MANCHESTER AVE. #3, LOS ANGELES, CA 90045. STEVE TRAN MANCHESTER, 7263 N. MANCHESTER AVE. #3, LOS ANGELES, CA 90045. This Business is conducted by: A GENERAL PARTNERSHIP. Signed: DOMONIQUE S. COX. This statement was filed with the County Clerk of Los Angeles County on 09/29/2015. The registrant(s) has (have) commenced to transact business under the fictitious business name or names listed above on: N/A. NOTICE- This Fictitious Name Statement expires five years from the date it was filed in the office of the County Clerk. A new Fictitious Business Name Statement must be filed prior to that date. The filing of this statement does not of itself authorize the use in this state of a Fictitious Business Name in violation of the rights of another under Federal, State, or common law (See section 14411 et seq. Business and Professions Code)Publish: Mountain Views News [907,588,1127,773]
notice-publication-dates: Dates Pub: Oct. 17, 24, 31, Nov. 07, 2015 [907,64,1054,74]
notice-heading: FILE NO. 2015-241857 STATEMENT OF WITHDRAWAL FROM PARTNERSHIP OPERATING UNDER FICTITIOUS BUSINESS NAME [680,1921,902,1951]
notice-heading: FICTITIOUS BUSINESS NAME STATEMENT File No. 2015-260772 [4,1735,225,1756]
notice-publication-dates: Dates Pub: Oct. 17, 24, 31, Nov. 07, 2015 [455,2134,602,2145]
notice-heading: FICTITIOUS BUSINESS NAME STATEMENT File No. 2015-260077 [455,76,675,96]
notice-heading: FICTITIOUS BUSINESS NAME STATEMENT File No. 2015-256750 [1132,172,1353,193]
notice-heading: FICTITIOUS BUSINESS NAME STATEMENT File No. 2015-258825 [907,1197,1127,1217]
legal-notice [229,76,449,270]
notice-body: The following person(s) is (are) doing business as: GEL LUST NAILS & SPA, 1319 S. DIAMOND BAR BLVD., DIAMOND BAR, CA 91765. Full name of registrant(s) is (are) SALINA THANH NGUYEN, 7356 MORNING HILLS DR., CORONA, CA 92880. This Business is conducted by: AN INDIVIDUAL. Signed: SALINA THANH NGUYEN. This statement was filed with the County Clerk of Los Angeles County on 10/06/2015. The registrant(s) has (have) commenced to transact business under the fictitious business name or names listed above on: N/A. NOTICE- This Fictitious Name Statement expires five years from the date it was filed in the office of the County Clerk. A new Fictitious Business Name Statement must be filed prior to that date. The filing of this statement does not of itself authorize the use in this state of a Fictitious Business Name in violation of the rights of another under Federal, State, or common law (See section 14411 et seq. Business and Professions Code)Publish: Mountain Views News [1132,1832,1353,2007]
footer-publication: Mountain Views News [2,2540,163,2558]
notice-heading: FICTITIOUS BUSINESS NAME STATEMENT File No. 2015-257307 [907,1403,1127,1423]
notice-body: The following person(s) is (are) doing business as: HENIQUOS, 1582 ISABEL DR., L.A., CA 90065. Full name of registrant(s) is (are) ISABEL ESCOBEDO, 1582 ISABEL DR., L.A., CA 90065. This Business is conducted by: AN INDIVIDUAL. Signed: ISABEL ESCOBEDO. This statement was filed with the County Clerk of Los Angeles County on 10/05/2015. The registrant(s) has (have) commenced to transact business under the fictitious business name or names listed above on: N/A. NOTICE- This Fictitious Name Statement expires five years from the date it was filed in the office of the County Clerk. A new Fictitious Business Name Statement must be filed prior to that date. The filing of this statement does not of itself authorize the use in this state of a Fictitious Business Name in violation of the rights of another under Federal, State, or common law (See section 14411 et seq. Business and Professions Code)Publish: Mountain Views News [4,959,225,1124]
legal-notice [907,54,1126,73]
legal-notice [456,282,675,486]
legal-notice [229,1284,449,1488]
notice-heading: FICTITIOUS BUSINESS NAME STATEMENT File No. 2015-256564 [1132,2019,1353,2039]
notice-publication-dates: Dates Pub: Oct. 17, 24, 31, Nov. 07, 2015 [907,1184,1054,1195]
legal-notice [4,1735,224,1929]
legal-notice [681,1716,901,1919]
notice-body: The following person(s) is (are) doing business as: SIERRA MADRE MASSAGE 327 N. LIMA STREET SIERRA MADRE, CA 91024. Full name of registrant(s) is (are) JUDY QUINTERO 327 N. LIMA STREET SIERRA MADRE, CA 91024. This Business is conducted by: AN INDIVIDUAL. Signed: JUDY QUINTERO. This statement was filed with the County Clerk of Los Angeles County on 10/06/2015. The registrant(s) has (have) commenced to transact business under the fictitious business name or names listed above on: N/A. NOTICE- This Fictitious Name Statement expires five years from the date it was filed in the office of the County Clerk. A new Fictitious Business Name Statement must be filed prior to that date. The filing of this statement does not of itself authorize the use in this state of a Fictitious Business Name in violation of the rights of another under Federal, State, or common law (See section 14411 et seq. Business and Professions Code)Publish: Mountain Views News [907,1019,1127,1185]
legal-notice [456,1539,675,1742]
notice-body: The following person(s) is (are) doing business as: B.A.C. CELL PHONES PLUS, 16528 WESTERN AVE., GARDENA, CA 90247. Full name of registrant(s) is (are) PEDRO B. MAGALLA, 7014 S. WEST ST., L.A., CA 90003. This Business is conducted by: AN INDIVIDUAL. Signed: PEDRO B. MAGALLA. This statement was filed with the County Clerk of Los Angeles County on 10/07/2015. The registrant(s) has (have) commenced to transact business under the fictitious business name or names listed above on: N/A. NOTICE- This Fictitious Name Statement expires five years from the date it was filed in the office of the County Clerk. A new Fictitious Business Name Statement must be filed prior to that date. The filing of this statement does not of itself authorize the use in this state of a Fictitious Business Name in violation of the rights of another under Federal, State, or common law (See section 14411 et seq. Business and Professions Code)Publish: Mountain Views News [907,1422,1127,1588]
notice-body: The following person(s) is (are) doing business as: ICON SHOES, 16027 CARMENITA RD., CERRITOS, CA 90703. Full name of registrant(s) is (are) ICON INTERNATIONAL GROUP INC., 16027 CARMENITA RD., CERRITOS, CA 90703. This Business is conducted by: A CORPORATION. Signed: YINNY WANG. This statement was filed with the County Clerk of Los Angeles County on 10/09/2015. The registrant(s) has (have) commenced to transact business under the fictitious business name or names listed above on: N/A. NOTICE- This Fictitious Name Statement expires five years from the date it was filed in the office of the County Clerk. A new Fictitious Business Name Statement must be filed prior to that date. The filing of this statement does not of itself authorize the use in this state of a Fictitious Business Name in violation of the rights of another under Federal, State, or common law (See section 14411 et seq. Business and Professions Code)Publish: Mountain Views News [4,1558,225,1723]
notice-publication-dates: Dates Pub: Oct. 17, 24, 31, Nov. 07, 2015 [4,1124,150,1134]
notice-publication-dates: Dates Pub: Oct. 17, 24, 31, Nov. 07, 2015 [4,1330,150,1340]
notice-heading: FICTITIOUS BUSINESS NAME STATEMENT File No. 2015-257365 [4,939,225,960]
notice-heading: FICTITIOUS BUSINESS NAME STATEMENT File No. 2015-261409 [4,321,225,341]
notice-heading: FICTITIOUS BUSINESS NAME STATEMENT File No. 2015-261642 [680,920,902,940]
legal-notice [907,2012,1126,2089]
notice-body: The following person(s) is (are) doing business as: EL BUEN GUSTO, 12830 PIONEER BLVD., NORWALK, CA 90650. Full name of registrant(s) is (are) DAVID JUAREZ-RAMIREZ, 11548 RATLIFFE ST., NORWALK, CA 90650. This Business is conducted by: AN INDIVIDUAL. Signed: DAVID JUAREZ-RAMIREZ. This statement was filed with the County Clerk of Los Angeles County on 10/05/2015. The registrant(s) has (have) commenced to transact business under the fictitious business name or names listed above on: N/A. NOTICE- This Fictitious Name Statement expires five years from the date it was filed in the office of the County Clerk. A new Fictitious Business Name Statement must be filed prior to that date. The filing of this statement does not of itself authorize the use in this state of a Fictitious Business Name in violation of the rights of another under Federal, State, or common law (See section 14411 et seq. Business and Professions Code)Publish: Mountain Views News [1132,1232,1353,1398]
notice-body: The following person(s) is (are) doing business as: PUBLIO ATTICALS, 2958 GRIFFIN AVE., L.A., CA 90031. Full name of registrant(s) is (are) LUIS LEDEZMA, 2958 GRIFFIN AVE., L.A., CA 90031. This Business is conducted by: AN INDIVIDUAL. Signed: LUIS LEDEZMA. This statement was filed with the County Clerk of Los Angeles County on 10/09/2015. The registrant(s) has (have) commenced to transact business under the fictitious business name or names listed above on: N/A. NOTICE- This Fictitious Name Statement expires five years from the date it was filed in the office of the County Clerk. A new Fictitious Business Name Statement must be filed prior to that date. The filing of this statement does not of itself authorize the use in this state of a Fictitious Business Name in violation of the rights of another under Federal, State, or common law (See section 14411 et seq. Business and Professions Code)Publish: Mountain Views News [455,1971,675,2135]
column-2 [229,54,449,2528]
legal-notice [4,115,224,318]
footer-email: Email: editor@mtnviewsnews.com [900,2540,1170,2558]
notice-body: The following person(s) is (are) doing business as: INTERNET, 11720 ALBURTIS AVE., NORWALK, CA 90650. Full name of registrant(s) is (are) FRANCISCO GARCIA, JR., 11720 ALBURTIS AVE., NORWALK, CA 90650. This Business is conducted by: AN INDIVIDUAL. Signed: FRANCISCO GARCIA, JR. This statement was filed with the County Clerk of Los Angeles County on 10/13/2015. The registrant(s) has (have) commenced to transact business under the fictitious business name or names listed above on: N/A. NOTICE- This Fictitious Name Statement expires five years from the date it was filed in the office of the County Clerk. A new Fictitious Business Name Statement must be filed prior to that date. The filing of this statement does not of itself authorize the use in this state of a Fictitious Business Name in violation of the rights of another under Federal, State, or common law (See section 14411 et seq. Business and Professions Code)Publish: Mountain Views News [4,1755,225,1919]
footer-phones: Office: 626.355.2737 Fax: 626.609.3285 [593,2540,887,2558]
legal-notice [229,1491,449,1694]
notice-publication-dates: Dates Pub: Oct. 17, 24, 31, Nov. 07, 2015 [229,1890,377,1900]
legal-notice [229,1088,449,1282]
legal-notice [229,1903,449,2106]
legal-notice [907,1001,1126,1195]
notice-publication-dates: Dates Pub: Oct. 17, 24, 31, Nov. 07, 2015 [1132,592,1280,602]
legal-notice [907,225,1126,399]
notice-body: The following person(s) is (are) doing business as: EXPEDITE RECON, EXP RECON, 2300 E. ARTESIA BLVD., LONG BEACH, CA 90805. Full name of registrant(s) is (are) A AUTOMOTIVE INC., 12691 CHERRY AVE., LONG BEACH, CA 90807. This Business is conducted by: A CORPORATION. Signed: EMILEE SANDOVAL. This statement was filed with the County Clerk of Los Angeles County on 10/06/2015. The registrant(s) has (have) commenced to transact business under the fictitious business name or names listed above on: N/A. NOTICE- This Fictitious Name Statement expires five years from the date it was filed in the office of the County Clerk. A new Fictitious Business Name Statement must be filed prior to that date. The filing of this statement does not of itself authorize the use in this state of a Fictitious Business Name in violation of the rights of another under Federal, State, or common law (See section 14411 et seq. Business and Professions Code)Publish: Mountain Views News [1132,1429,1353,1604]
footer-line [2,2540,1456,2559]
notice-heading: FICTITIOUS BUSINESS NAME STATEMENT File No. 2015-256878 [1132,1812,1353,1833]
page-number: 19 [1312,0,1347,37]
legal-notice [1133,54,1353,171]
legal-notice [1133,811,1353,1005]
legal-notice [907,569,1126,781]
notice-heading: FICTITIOUS BUSINESS NAME STATEMENT File No. 2015-259208 [680,468,902,489]
legal-notice [907,402,1126,567]
notice-body: The following person(s) is (are) doing business as: SERGIO'S ENTERPRISING, 5230 MCCALLUM AVE, SOUTH GATE, CA 90280. Full name of registrant(s) is (are) SERGIO BARRERA, 5230 MCCALLUM AVE, SOUTH GATE, CA 90280. This Business is conducted by: AN INDIVIDUAL. Signed: SERGIO BARRERA. This statement was filed with the County Clerk of Los Angeles County on 10/14/2015. The registrant(s) has (have) commenced to transact business under the fictitious business name or names listed above on: N/A. NOTICE- This Fictitious Name Statement expires five years from the date it was filed in the office of the County Clerk. A new Fictitious Business Name Statement must be filed prior to that date. The filing of this statement does not of itself authorize the use in this state of a Fictitious Business Name in violation of the rights of another under Federal, State, or common law (See section 14411 et seq. Business and Professions Code)Publish: Mountain Views News [680,939,902,1104]
notice-body: The following person(s) is (are) doing business as: GRODSKY LAW FIRM, 2201 N. LAKEWOOD BLVD. STE 1999, LONG BEACH, CA 90815. Full name of registrant(s) is (are) CALEB S. GRODSKY, 2201 N. LAKEWOOD BLVD. STE 1999, LONG BEACH, CA 90815. This Business is conducted by: AN INDIVIDUAL. Signed: CALEB S. GRODSKY. This statement was filed with the County Clerk of Los Angeles County on 10/14/2015. The registrant(s) has (have) commenced to transact business under the fictitious business name or names listed above on: N/A. NOTICE- This Fictitious Name Statement expires five years from the date it was filed in the office of the County Clerk. A new Fictitious Business Name Statement must be filed prior to that date. The filing of this statement does not of itself authorize the use in this state of a Fictitious Business Name in violation of the rights of another under Federal, State, or common law (See section 14411 et seq. Business and Professions Code)Publish: Mountain Views News [4,546,225,722]
legal-notice [907,784,1126,997]
notice-publication-dates: Dates Pub: Oct. 17, 24, 31, Nov. 07, 2015 [1132,1800,1280,1811]
dateline: Mountain Views News Saturday, October 24, 2015 [1052,33,1347,47]
notice-body: The following person(s) is (are) doing business as: PRODIGY WINDOW COVERINGS, 6060 GUNDRY AVE., LONG BEACH, CA 90805. Full name of registrant(s) is (are) MERCEDES CANSECO, 6060 GUNDRY AVE., LONG BEACH, CA 90805. This Business is conducted by: AN INDIVIDUAL. Signed: MERCEDES CANSECO. This statement was filed with the County Clerk of Los Angeles County on 10/14/2015. The registrant(s) has (have) commenced to transact business under the fictitious business name or names listed above on: N/A. NOTICE- This Fictitious Name Statement expires five years from the date it was filed in the office of the County Clerk. A new Fictitious Business Name Statement must be filed prior to that date. The filing of this statement does not of itself authorize the use in this state of a Fictitious Business Name in violation of the rights of another under Federal, State, or common law (See section 14411 et seq. Business and Professions Code)Publish: Mountain Views News [455,1764,675,1939]
legal-notice [907,1806,1126,2009]
notice-publication-dates: Dates Pub: Oct. 17, 24, 31, Nov. 07, 2015 [455,692,602,702]
notice-body: The following person(s) KOHEI SARUTA, 321 E. SMITH ST., LONG BEACH, CA 90805. ELITE E FOOD, 321 E. SMITH ST., LONG BEACH, CA 90805. The fictitious business name referred to above was filed on 09/08/2011, in the county of Los Angeles. The original file number of 20130091795. The business was conducted by: AN INDIVIDUAL. This statement was filed with the County Clerk of Los Angeles on 10/14/2015. The business information in this statement is true and correct. (A registrant who declares as true information which he or she knows to be false, is guilty of a crime.) SIGNED: KOHEI SARUTA/OWNER. [907,95,1127,212]
legal-notice [681,1117,901,1320]
notice-body: The following person(s) is (are) doing business as: LUCKYMAMBO, 118 WALNUT AVE., LONG BEACH, CA 90802. Full name of registrant(s) is (are) ANGELO RODRIGUEZ, JR., 518 WALNUT AVE., LONG BEACH, CA 90802. This Business is conducted by: AN INDIVIDUAL. Signed: ANGELO RODRIGUEZ, JR. This statement was filed with the County Clerk of Los Angeles County on 10/14/2015. The registrant(s) has (have) commenced to transact business under the fictitious business name or names listed above on 04/30/2006. NOTICE- This Fictitious Name Statement expires five years from the date it was filed in the office of the County Clerk. A new Fictitious Business Name Statement must be filed prior to that date. The filing of this statement does not of itself authorize the use in this state of a Fictitious Business Name in violation of the rights of another under Federal, State, or common law (See section 14411 et seq. Business and Professions Code)Publish: Mountain Views News [229,1715,450,1891]
notice-publication-dates: Dates Pub: Oct. 17, 24, 31, Nov. 07, 2015 [229,1683,377,1694]
legal-notice [1133,1008,1353,1211]
legal-notice [4,1342,224,1536]
notice-publication-dates: Dates Pub: Oct. 17, 24, 31, Nov. 07, 2015 [1132,160,1280,171]
legal-notice [229,273,449,476]
section-title: LEGAL NOTICES [8,0,387,52]
notice-body: The following person(s) is (are) doing business as: SAVVY CITY ENTERTAINMENT, 5150 MUSIC ENTERTAINMENT GROUP, 2423 MARINA AVE., MARINA DEL REY, CA 90292. Full name of registrant(s) is (are) GINA MOTTON, 6758 SPRINGPARK AVE. UNIT #5, L.A., CA 90056. This Business is conducted by: AN INDIVIDUAL. Signed: GINA MOTTON. This statement was filed with the County Clerk of Los Angeles County on 10/09/2015. The registrant(s) has (have) commenced to transact business under the fictitious business name or names listed above on: N/A. NOTICE- This Fictitious Name Statement expires five years from the date it was filed in the office of the County Clerk. A new Fictitious Business Name Statement must be filed prior to that date. The filing of this statement does not of itself authorize the use in this state of a Fictitious Business Name in violation of the rights of another under Federal, State, or common law (See section 14411 et seq. Business and Professions Code)Publish: Mountain Views News [680,724,902,909]
notice-body: The following person(s) is (are) doing business as: JOSE BETRAN TRUCKING, 12411 PERMIT ST. #3, L.A., CA 90021. Full name of registrant(s) is (are) ANDRES GARCIA BETRAN, 14320 ELIZABETH ST., COMPTON, CA 90221. This Business is conducted by: AN INDIVIDUAL. Signed: ANDRES GARCIA BETRAN. This statement was filed with the County Clerk of Los Angeles County on 10/13/2015. The registrant(s) has (have) commenced to transact business under the fictitious business name or names listed above on: N/A. NOTICE- This Fictitious Name Statement expires five years from the date it was filed in the office of the County Clerk. A new Fictitious Business Name Statement must be filed prior to that date. The filing of this statement does not of itself authorize the use in this state of a Fictitious Business Name in violation of the rights of another under Federal, State, or common law (See section 14411 et seq. Business and Professions Code)Publish: Mountain Views News [229,704,450,869]
legal-notice [456,1745,675,1948]
notice-publication-dates: Dates Pub: Oct. 17, 24, 31, Nov. 07, 2015 [4,102,150,113]
notice-heading: FICTITIOUS BUSINESS NAME STATEMENT File No. 2015-260575 [455,1539,675,1559]
notice-body: The following person(s) is (are) doing business as: ROCKSTAR NAILS, 1090 LONG BEACH BLVD. STE. B, LONG BEACH, CA 90802. Full name of registrant(s) is (are) KIM NGOC NGO, 12332 NAVARRE, GARDEN GROVE, CA 92841. This Business is conducted by: AN INDIVIDUAL. Signed: KIM NGOC NGO. This statement was filed with the County Clerk of Los Angeles County on 10/15/2015. The registrant(s) has (have) commenced to transact business under the fictitious business name or names listed above on: N/A. NOTICE- This Fictitious Name Statement expires five years from the date it was filed in the office of the County Clerk. A new Fictitious Business Name Statement must be filed prior to that date. The filing of this statement does not of itself authorize the use in this state of a Fictitious Business Name in violation of the rights of another under Federal, State, or common law (See section 14411 et seq. Business and Professions Code)Publish: Mountain Views News [680,292,902,457]
notice-publication-dates: Dates Pub: Oct. 17, 24, 31, Nov. 07, 2015 [455,476,602,487]
notice-heading: FICTITIOUS BUSINESS NAME STATEMENT File No. 2015-255593 [1132,1213,1353,1233]
notice-heading: FICTITIOUS BUSINESS NAME STATEMENT File No. 2015-254399 [1132,1007,1353,1027]
legal-notice [4,321,224,524]
notice-heading: FICTITIOUS BUSINESS NAME STATEMENT File No. 2015-256699 [907,1600,1127,1620]
notice-body: The following person(s) is (are) doing business as: MOVA TRANSPORT, 6907 VALLEY BLVD #204, L.A., CA 90032. Full name of registrant(s) is (are) VAZGEN VARTANYAN, 6907 VALLEY BLVD #204, L.A., CA 90032. ERICK N. CONTRERAS, 12614 MOODY ST., PANORAMA CITY, CA 91402. This Business is conducted by: A GENERAL PARTNERSHIP. Signed: VAZGEN VARTANYAN. This statement was filed with the County Clerk of Los Angeles County on 10/13/2015. The registrant(s) has (have) commenced to transact business under the fictitious business name or names listed above on: N/A. NOTICE- This Fictitious Name Statement expires five years from the date it was filed in the office of the County Clerk. A new Fictitious Business Name Statement must be filed prior to that date. The filing of this statement does not of itself authorize the use in this state of a Fictitious Business Name in violation of the rights of another under Federal, State, or common law (See section 14411 et seq. Business and Professions Code)Publish: Mountain Views News [455,508,675,692]
legal-notice [681,1323,901,1517]
column-3 [456,54,675,2528]
notice-body: Mountain Views News [229,54,310,64]
legal-notice [456,76,675,279]
legal-notice [681,273,901,466]
notice-heading: FICTITIOUS BUSINESS NAME STATEMENT File No. 2015-256423 [4,1136,225,1156]
column-4 [681,54,901,2528]
notice-publication-dates: Dates Pub: Oct. 17, 24, 31, Nov. 07, 2015 [4,1722,150,1733]
notice-heading: FILE NO. 2015-262793 STATEMENT OF ABANDONMENT OF USE OF FICTITIOUS BUSINESS NAME [907,401,1127,431]
notice-publication-dates: Dates Pub: Oct. 17, 24, 31, Nov. 07, 2015 [4,1526,150,1537]
column-5 [907,54,1126,2528]
notice-heading: FICTITIOUS BUSINESS NAME STATEMENT File No. 2015-260967 [680,1117,902,1137]
notice-publication-dates: Dates Pub: Oct. 17, 24, 31, Nov. 07, 2015 [1132,1201,1280,1211]
notice-heading: FICTITIOUS BUSINESS NAME STATEMENT File No. 2015-263614 [229,76,450,96]
notice-heading: FICTITIOUS BUSINESS NAME STATEMENT File No. 2015-259863 [4,115,225,135]
notice-publication-dates: Dates Pub: Oct. 17, 24, 31, Nov. 07, 2015 [680,259,828,270]
notice-heading: FILE NO. 2015-263534 STATEMENT OF ABANDONMENT OF USE OF FICTITIOUS BUSINESS NAME [907,224,1127,253]
notice-publication-dates: Dates Pub: Oct. 17, 24, 31, Nov. 07, 2015 [680,1506,828,1517]
notice-body: The following person(s) is (are) doing business as: GOOD N NATURAL, 412 N. BULLIS RD. STE. E, COMPTON, CA 90221. Full name of registrant(s) is (are) TOMAS A. MOLINA RECINOS, 1832 E. KAY ST., COMPTON, CA 90221. This Business is conducted by: AN INDIVIDUAL. Signed: TOMAS A. MOLINA RECINOS. This statement was filed with the County Clerk of Los Angeles County on 10/13/2015. The registrant(s) has (have) commenced to transact business under the fictitious business name or names listed above on: N/A. NOTICE- This Fictitious Name Statement expires five years from the date it was filed in the office of the County Clerk. A new Fictitious Business Name Statement must be filed prior to that date. The filing of this statement does not of itself authorize the use in this state of a Fictitious Business Name in violation of the rights of another under Federal, State, or common law (See section 14411 et seq. Business and Professions Code)Publish: Mountain Views News [4,340,225,516]
notice-heading: FICTITIOUS BUSINESS NAME STATEMENT File No. 2015-262980 [455,1745,675,1765]
legal-notice [4,733,224,937]
notice-heading: FICTITIOUS BUSINESS NAME STATEMENT File No. 2015-261902 [4,527,225,547]
